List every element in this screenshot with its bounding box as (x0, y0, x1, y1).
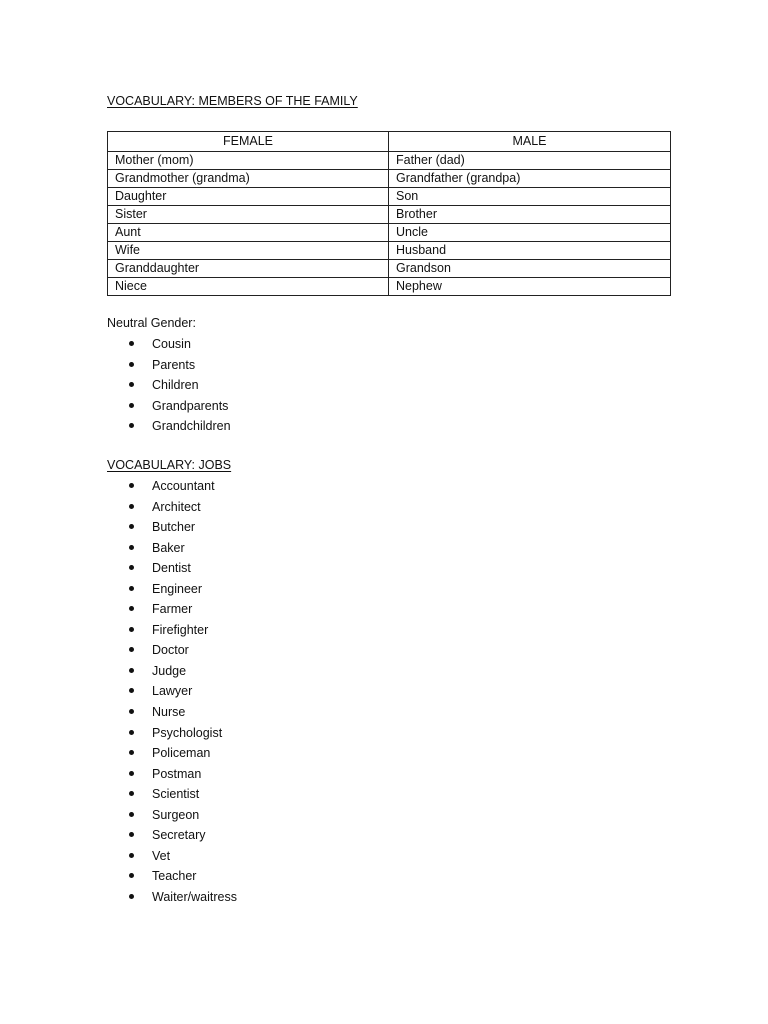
list-item (107, 398, 231, 419)
list-item-label: Accountant (152, 479, 215, 493)
female-term-cell: Daughter (108, 188, 389, 206)
list-item (107, 683, 237, 704)
list-item (107, 642, 237, 663)
list-item (107, 560, 237, 581)
list-item (107, 848, 237, 869)
bullet-icon (129, 341, 134, 346)
bullet-icon (129, 853, 134, 858)
list-item (107, 540, 237, 561)
list-item (107, 704, 237, 725)
male-term-cell: Grandfather (grandpa) (389, 170, 671, 188)
list-item-label: Secretary (152, 828, 206, 843)
list-item-label: Dentist (152, 561, 191, 576)
table-row (108, 242, 671, 260)
table-row (108, 152, 671, 170)
list-item-label: Teacher (152, 869, 197, 884)
table-row (108, 260, 671, 278)
bullet-icon (129, 832, 134, 837)
female-term-cell: Grandmother (grandma) (108, 170, 389, 188)
list-item-label: Doctor (152, 643, 189, 658)
list-item-label: Firefighter (152, 622, 209, 637)
bullet-icon (129, 791, 134, 796)
family-members-table (107, 131, 671, 296)
list-item-label: Grandparents (152, 398, 229, 413)
table-body (108, 152, 671, 296)
bullet-icon (129, 586, 134, 591)
bullet-icon (129, 504, 134, 509)
family-vocabulary-heading: VOCABULARY: MEMBERS OF THE FAMILY (107, 94, 358, 108)
neutral-gender-label: Neutral Gender: (107, 316, 196, 330)
list-item-label: Children (152, 378, 199, 393)
list-item (107, 519, 237, 540)
list-item (107, 663, 237, 684)
list-item-label: Postman (152, 766, 202, 781)
list-item-label: Judge (152, 663, 187, 678)
male-term-cell: Son (389, 188, 671, 206)
male-term-cell: Nephew (389, 278, 671, 296)
bullet-icon (129, 771, 134, 776)
bullet-icon (129, 524, 134, 529)
bullet-icon (129, 423, 134, 428)
list-item (107, 807, 237, 828)
list-item-label: Farmer (152, 602, 193, 617)
jobs-list (107, 478, 237, 909)
list-item (107, 827, 237, 848)
list-item-label: Butcher (152, 520, 196, 535)
bullet-icon (129, 730, 134, 735)
bullet-icon (129, 565, 134, 570)
female-term-cell: Aunt (108, 224, 389, 242)
neutral-gender-list (107, 336, 231, 439)
list-item-label: Policeman (152, 746, 211, 761)
list-item (107, 868, 237, 889)
list-item (107, 499, 237, 520)
list-item (107, 725, 237, 746)
list-item (107, 581, 237, 602)
male-term-cell: Father (dad) (389, 152, 671, 170)
male-term-cell: Uncle (389, 224, 671, 242)
list-item (107, 377, 231, 398)
list-item-label: Engineer (152, 581, 203, 596)
list-item-label: Lawyer (152, 684, 193, 699)
bullet-icon (129, 545, 134, 550)
list-item-label: Psychologist (152, 725, 223, 740)
bullet-icon (129, 688, 134, 693)
list-item (107, 766, 237, 787)
list-item-label: Cousin (152, 337, 191, 351)
bullet-icon (129, 606, 134, 611)
list-item (107, 418, 231, 439)
list-item-label: Parents (152, 357, 196, 372)
male-term-cell: Husband (389, 242, 671, 260)
bullet-icon (129, 812, 134, 817)
bullet-icon (129, 403, 134, 408)
list-item (107, 601, 237, 622)
list-item (107, 889, 237, 910)
list-item (107, 745, 237, 766)
bullet-icon (129, 382, 134, 387)
table-header-row (108, 132, 671, 152)
list-item-label: Baker (152, 540, 185, 555)
list-item-label: Architect (152, 499, 201, 514)
list-item-label: Surgeon (152, 807, 200, 822)
list-item-label: Waiter/waitress (152, 889, 237, 904)
male-column-header: MALE (389, 132, 671, 152)
female-term-cell: Mother (mom) (108, 152, 389, 170)
table-row (108, 278, 671, 296)
list-item (107, 786, 237, 807)
bullet-icon (129, 362, 134, 367)
jobs-vocabulary-heading: VOCABULARY: JOBS (107, 458, 232, 472)
list-item-label: Grandchildren (152, 419, 231, 434)
female-term-cell: Sister (108, 206, 389, 224)
table-row (108, 188, 671, 206)
bullet-icon (129, 627, 134, 632)
table-row (108, 170, 671, 188)
bullet-icon (129, 483, 134, 488)
female-term-cell: Wife (108, 242, 389, 260)
female-term-cell: Granddaughter (108, 260, 389, 278)
bullet-icon (129, 668, 134, 673)
bullet-icon (129, 894, 134, 899)
table-row (108, 206, 671, 224)
table-row (108, 224, 671, 242)
bullet-icon (129, 750, 134, 755)
bullet-icon (129, 647, 134, 652)
list-item (107, 336, 231, 357)
female-column-header: FEMALE (108, 132, 389, 152)
male-term-cell: Grandson (389, 260, 671, 278)
male-term-cell: Brother (389, 206, 671, 224)
list-item (107, 622, 237, 643)
list-item (107, 478, 237, 499)
list-item-label: Scientist (152, 787, 200, 802)
list-item-label: Vet (152, 848, 171, 863)
bullet-icon (129, 873, 134, 878)
female-term-cell: Niece (108, 278, 389, 296)
list-item (107, 357, 231, 378)
list-item-label: Nurse (152, 705, 186, 720)
bullet-icon (129, 709, 134, 714)
